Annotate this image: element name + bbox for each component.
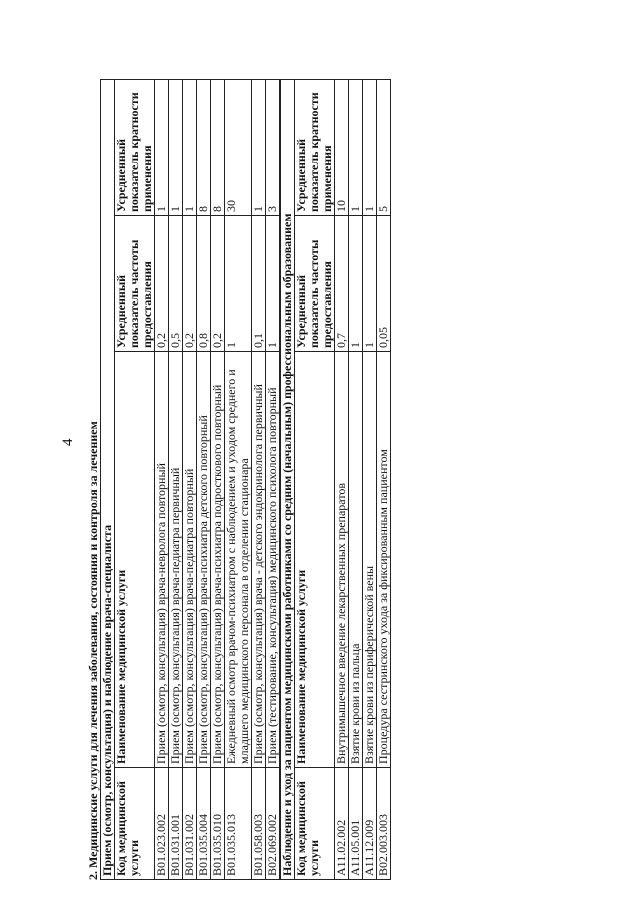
- table-subheading: Наблюдение и уход за пациентом медицинскими работниками со средним (начальным) профессиональным образованием: [281, 79, 295, 879]
- cell-multiplicity: 1: [363, 79, 377, 215]
- cell-multiplicity: 5: [377, 79, 391, 215]
- cell-code: A11.02.002: [335, 768, 349, 880]
- cell-multiplicity: 1: [155, 79, 169, 215]
- cell-multiplicity: 8: [211, 79, 225, 215]
- table-row: [211, 79, 225, 879]
- cell-name: Прием (осмотр, консультация) врача - детского эндокринолога первичный: [252, 352, 266, 768]
- cell-frequency: 1: [349, 216, 363, 352]
- table-row: [377, 79, 391, 879]
- table-row: [363, 79, 377, 879]
- col-header-multiplicity: Усредненный показатель кратности применения: [115, 79, 155, 215]
- cell-name: Процедура сестринского ухода за фиксированным пациентом: [377, 352, 391, 768]
- cell-name: Прием (осмотр, консультация) врача-педиатра первичный: [169, 352, 183, 768]
- section-title: 2. Медицинские услуги для лечения заболевания, состояния и контроля за лечением: [86, 421, 100, 880]
- col-header-code: Код медицинской услуги: [115, 768, 155, 880]
- cell-frequency: 0,8: [197, 216, 211, 352]
- cell-name: Внутримышечное введение лекарственных препаратов: [335, 352, 349, 768]
- cell-frequency: 0,2: [155, 216, 169, 352]
- cell-name: Прием (осмотр, консультация) врача-педиатра повторный: [183, 352, 197, 768]
- cell-name: Ежедневный осмотр врачом-психиатром с наблюдением и уходом среднего и младшего медицинского персонала в отделении стационара: [225, 352, 252, 768]
- cell-frequency: 1: [266, 216, 280, 352]
- table-nursing-care: [280, 79, 391, 880]
- cell-code: B02.003.003: [377, 768, 391, 880]
- cell-multiplicity: 1: [183, 79, 197, 215]
- cell-frequency: 1: [225, 216, 252, 352]
- cell-name: Прием (осмотр, консультация) врача-психиатра подросткового повторный: [211, 352, 225, 768]
- cell-code: B01.031.001: [169, 768, 183, 880]
- table-doctor-visits: [100, 79, 280, 880]
- cell-code: B01.031.002: [183, 768, 197, 880]
- cell-frequency: 0,1: [252, 216, 266, 352]
- table-row: [197, 79, 211, 879]
- cell-frequency: 0,05: [377, 216, 391, 352]
- cell-multiplicity: 10: [335, 79, 349, 215]
- table-row: [266, 79, 280, 879]
- cell-frequency: 1: [363, 216, 377, 352]
- cell-code: B01.023.002: [155, 768, 169, 880]
- cell-name: Прием (осмотр, консультация) врача-психиатра детского повторный: [197, 352, 211, 768]
- table-subheading-row: [101, 79, 115, 879]
- cell-name: Прием (осмотр, консультация) врача-невролога повторный: [155, 352, 169, 768]
- col-header-multiplicity: Усредненный показатель кратности применения: [295, 79, 335, 215]
- cell-multiplicity: 1: [169, 79, 183, 215]
- cell-multiplicity: 3: [266, 79, 280, 215]
- cell-multiplicity: 1: [349, 79, 363, 215]
- cell-code: B01.058.003: [252, 768, 266, 880]
- cell-code: B02.069.002: [266, 768, 280, 880]
- table-row: [335, 79, 349, 879]
- col-header-frequency: Усредненный показатель частоты предоставления: [115, 216, 155, 352]
- table-row: [169, 79, 183, 879]
- rotated-content: [86, 80, 599, 880]
- page-number: 4: [60, 438, 76, 446]
- cell-code: A11.12.009: [363, 768, 377, 880]
- cell-frequency: 0,2: [183, 216, 197, 352]
- cell-frequency: 0,5: [169, 216, 183, 352]
- cell-frequency: 0,2: [211, 216, 225, 352]
- cell-code: B01.035.010: [211, 768, 225, 880]
- col-header-code: Код медицинской услуги: [295, 768, 335, 880]
- cell-code: B01.035.004: [197, 768, 211, 880]
- cell-multiplicity: 8: [197, 79, 211, 215]
- table-subheading-row: [281, 79, 295, 879]
- cell-multiplicity: 30: [225, 79, 252, 215]
- table-row: [155, 79, 169, 879]
- cell-name: Взятие крови из пальца: [349, 352, 363, 768]
- table-row: [183, 79, 197, 879]
- table-header-row: [115, 79, 155, 879]
- cell-frequency: 0,7: [335, 216, 349, 352]
- table-row: [349, 79, 363, 879]
- col-header-frequency: Усредненный показатель частоты предоставления: [295, 216, 335, 352]
- col-header-name: Наименование медицинской услуги: [295, 352, 335, 768]
- col-header-name: Наименование медицинской услуги: [115, 352, 155, 768]
- cell-multiplicity: 1: [252, 79, 266, 215]
- table-header-row: [295, 79, 335, 879]
- table-subheading: Прием (осмотр, консультация) и наблюдение врача-специалиста: [101, 79, 115, 879]
- cell-code: B01.035.013: [225, 768, 252, 880]
- cell-name: Прием (тестирование, консультация) медицинского психолога повторный: [266, 352, 280, 768]
- table-row: [252, 79, 266, 879]
- cell-name: Взятие крови из периферической вены: [363, 352, 377, 768]
- table-row: [225, 79, 252, 879]
- cell-code: A11.05.001: [349, 768, 363, 880]
